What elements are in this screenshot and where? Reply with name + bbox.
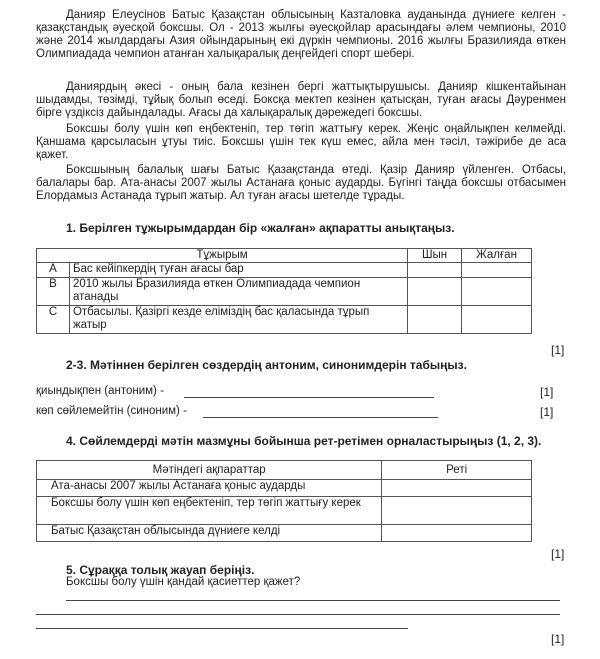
- row-statement: 2010 жылы Бразилияда өткен Олимпиадада чемпион атанады: [69, 278, 407, 306]
- passage-paragraph-4-text: Боксшының балалық шағы Батыс Қазақстанда өтеді. Қазір Данияр үйленген. Отбасы, балалары бар. Ата-анасы 2007 жылы Астанаға қоныс аударды. Бүгінгі таңда боксшы отбасымен Елордамыз Астанада тұрып жатыр. Ал туған ағасы шетелде тұрады.: [36, 164, 566, 202]
- passage-paragraph-2-text: Даниярдың әкесі - оның бала кезінен бергі жаттықтырушысы. Данияр кішкентайынан шыдамды, төзімді, тұйық болып өседі. Боксқа мектеп кезінен қатысқан, туған ағасы Дәуренмен бірге үздіксіз дайындалады. Ағасы да халықаралық дәрежедегі боксшы.: [36, 81, 566, 119]
- task2-mark-2: [1]: [540, 405, 554, 419]
- task4-header-info: Мәтіндегі ақпараттар: [37, 461, 382, 480]
- row-false-cell[interactable]: [462, 263, 532, 278]
- antonym-answer-line[interactable]: [184, 397, 434, 398]
- row-letter: A: [37, 263, 70, 278]
- task4-mark: [1]: [551, 547, 565, 561]
- task5-mark: [1]: [551, 632, 565, 646]
- table-row: [37, 278, 532, 306]
- synonym-label: көп сөйлемейтін (синоним) -: [36, 405, 187, 417]
- passage-paragraph-4: [36, 164, 566, 204]
- task5-title: 5. Сұраққа толық жауап беріңіз.: [66, 563, 255, 577]
- task4-header-order: Реті: [382, 461, 532, 480]
- table-row: [37, 263, 532, 278]
- row-false-cell[interactable]: [462, 306, 532, 334]
- row-true-cell[interactable]: [408, 278, 462, 306]
- passage-paragraph-3: [36, 123, 566, 163]
- row-statement: Бас кейіпкердің туған ағасы бар: [69, 263, 407, 278]
- task4-title: 4. Сөйлемдерді мәтін мазмұны бойынша рет-ретімен орналастырыңыз (1, 2, 3).: [66, 434, 542, 448]
- row-true-cell[interactable]: [408, 306, 462, 334]
- table-row: [37, 525, 532, 542]
- row-statement: Отбасылы. Қазіргі кезде еліміздің бас қаласында тұрып жатыр: [69, 306, 407, 334]
- task1-title: 1. Берілген тұжырымдардан бір «жалған» ақпаратты анықтаңыз.: [66, 221, 455, 235]
- row-letter: C: [37, 306, 70, 334]
- table-row: [37, 480, 532, 497]
- passage-paragraph-1: [36, 9, 566, 73]
- task1-header-row: [37, 249, 532, 263]
- passage-paragraph-1-text: Данияр Елеусінов Батыс Қазақстан облысының Казталовка ауданында дүниеге келген - қазақстандық әуесқой боксшы. Ол - 2013 жылғы әуесқойлар арасындағы әлем чемпионы, 2010 және 2014 жылдардағы Азия ойындарының екі дүркін чемпионы. 2016 жылғы Бразилияда өткен Олимпиадада чемпион атанған халықаралық деңгейдегі спорт шебері.: [36, 9, 566, 60]
- task1-header-true: Шын: [408, 249, 462, 263]
- row-false-cell[interactable]: [462, 278, 532, 306]
- row-order-cell[interactable]: [382, 525, 532, 542]
- passage-paragraph-3-text: Боксшы болу үшін көп еңбектеніп, тер төгіп жаттығу керек. Жеңіс оңайлықпен келмейді. Қаншама қарсыласын ұтуы тиіс. Боксшы үшін тек күш емес, айла мен тәсіл, тәжірибе де аса қажет.: [36, 123, 566, 161]
- row-letter: B: [37, 278, 70, 306]
- answer-line-1[interactable]: [66, 600, 560, 601]
- task5-question: Боксшы болу үшін қандай қасиеттер қажет?: [66, 576, 301, 588]
- table-row: [37, 497, 532, 525]
- row-order-cell[interactable]: [382, 497, 532, 525]
- row-info: Батыс Қазақстан облысында дүниеге келді: [37, 525, 382, 542]
- row-info: Ата-анасы 2007 жылы Астанаға қоныс аударды: [37, 480, 382, 497]
- answer-line-2[interactable]: [36, 614, 560, 615]
- task2-mark-1: [1]: [540, 385, 554, 399]
- table-row: [37, 306, 532, 334]
- answer-line-3[interactable]: [36, 628, 408, 629]
- task1-mark: [1]: [551, 343, 565, 357]
- antonym-label: қиындықпен (антоним) -: [36, 385, 164, 397]
- task4-header-row: [37, 461, 532, 480]
- task1-table: [36, 248, 532, 334]
- task4-table: [36, 460, 532, 542]
- row-info: Боксшы болу үшін көп еңбектеніп, тер төгіп жаттығу керек: [37, 497, 382, 525]
- task1-header-statement: Тұжырым: [37, 249, 408, 263]
- synonym-answer-line[interactable]: [203, 417, 438, 418]
- task1-header-false: Жалған: [462, 249, 532, 263]
- row-order-cell[interactable]: [382, 480, 532, 497]
- row-true-cell[interactable]: [408, 263, 462, 278]
- task2-title: 2-3. Мәтіннен берілген сөздердің антоним, синонимдерін табыңыз.: [66, 358, 467, 372]
